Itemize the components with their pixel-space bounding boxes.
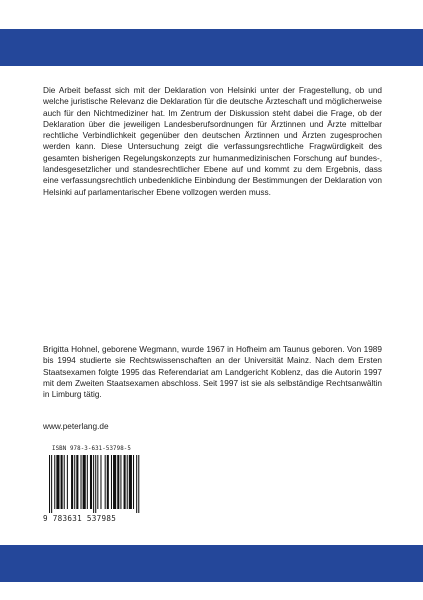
barcode-bar — [90, 455, 92, 509]
barcode-bar — [76, 455, 78, 509]
barcode-bar — [67, 455, 68, 509]
barcode-bar — [100, 455, 101, 509]
barcode-bar — [127, 455, 128, 509]
barcode — [43, 455, 143, 515]
barcode-bar — [64, 455, 65, 509]
barcode-bar — [136, 455, 137, 513]
barcode-bar — [95, 455, 96, 513]
barcode-block — [43, 446, 143, 526]
top-color-band — [0, 29, 423, 66]
barcode-bar — [138, 455, 139, 513]
bottom-color-band — [0, 545, 423, 582]
barcode-bar — [120, 455, 121, 509]
barcode-bar — [54, 455, 55, 509]
barcode-bar — [81, 455, 82, 509]
barcode-bar — [51, 455, 52, 513]
barcode-bar — [74, 455, 75, 509]
barcode-bar — [124, 455, 126, 509]
ean-digits: 9 783631 537985 — [43, 514, 117, 523]
barcode-bar — [56, 455, 59, 509]
barcode-bar — [97, 455, 98, 509]
author-bio-text: Brigitta Hohnel, geborene Wegmann, wurde 1967 in Hofheim am Taunus geboren. Von 1989 bis 1994 studierte sie Rechtswissenschaften an der Universität Mainz. Nach dem Ersten Staatsexamen folgte 1995 das Referendariat am Landgericht Koblenz, das die Autorin 1997 mit dem Zweiten Staatsexamen abschloss. Seit 1997 ist sie als selbständige Rechtsanwältin in Limburg tätig. — [43, 345, 382, 400]
barcode-bar — [105, 455, 106, 509]
barcode-bar — [61, 455, 63, 509]
barcode-bar — [83, 455, 86, 509]
barcode-bar — [71, 455, 73, 509]
barcode-bar — [129, 455, 132, 509]
barcode-bar — [111, 455, 112, 509]
isbn-label: ISBN 978-3-631-53798-5 — [52, 446, 131, 452]
barcode-bar — [117, 455, 119, 509]
barcode-bar — [107, 455, 109, 509]
publisher-url[interactable]: www.peterlang.de — [43, 422, 109, 431]
barcode-bar — [49, 455, 50, 513]
barcode-bar — [133, 455, 134, 509]
barcode-bar — [87, 455, 88, 509]
barcode-bar — [93, 455, 94, 513]
barcode-bar — [113, 455, 116, 509]
abstract-text: Die Arbeit befasst sich mit der Deklaration von Helsinki unter der Fragestellung, ob und welche juristische Relevanz die Deklaration für die deutsche Ärzteschaft und möglicherweise auch für den Nichtmediziner hat. Im Zentrum der Diskussion steht dabei die Frage, ob der Deklaration über die jeweiligen Landesberufsordnungen für Ärztinnen und Ärzte mittelbar rechtliche Verbindlichkeit gegenüber den deutschen Ärztinnen und Ärzten zugesprochen werden kann. Diese Untersuchung zeigt die verfassungsrechtliche Fragwürdigkeit des gesamten bisherigen Regelungskonzepts zur humanmedizinischen Forschung auf bundes-, landesgesetzlicher und standesrechtlicher Ebene auf und kommt zu dem Ergebnis, dass eine verfassungsrechtlich unbedenkliche Einbindung der Bestimmungen der Deklaration von Helsinki auf parlamentarischer Ebene vollzogen werden muss. — [43, 86, 382, 197]
